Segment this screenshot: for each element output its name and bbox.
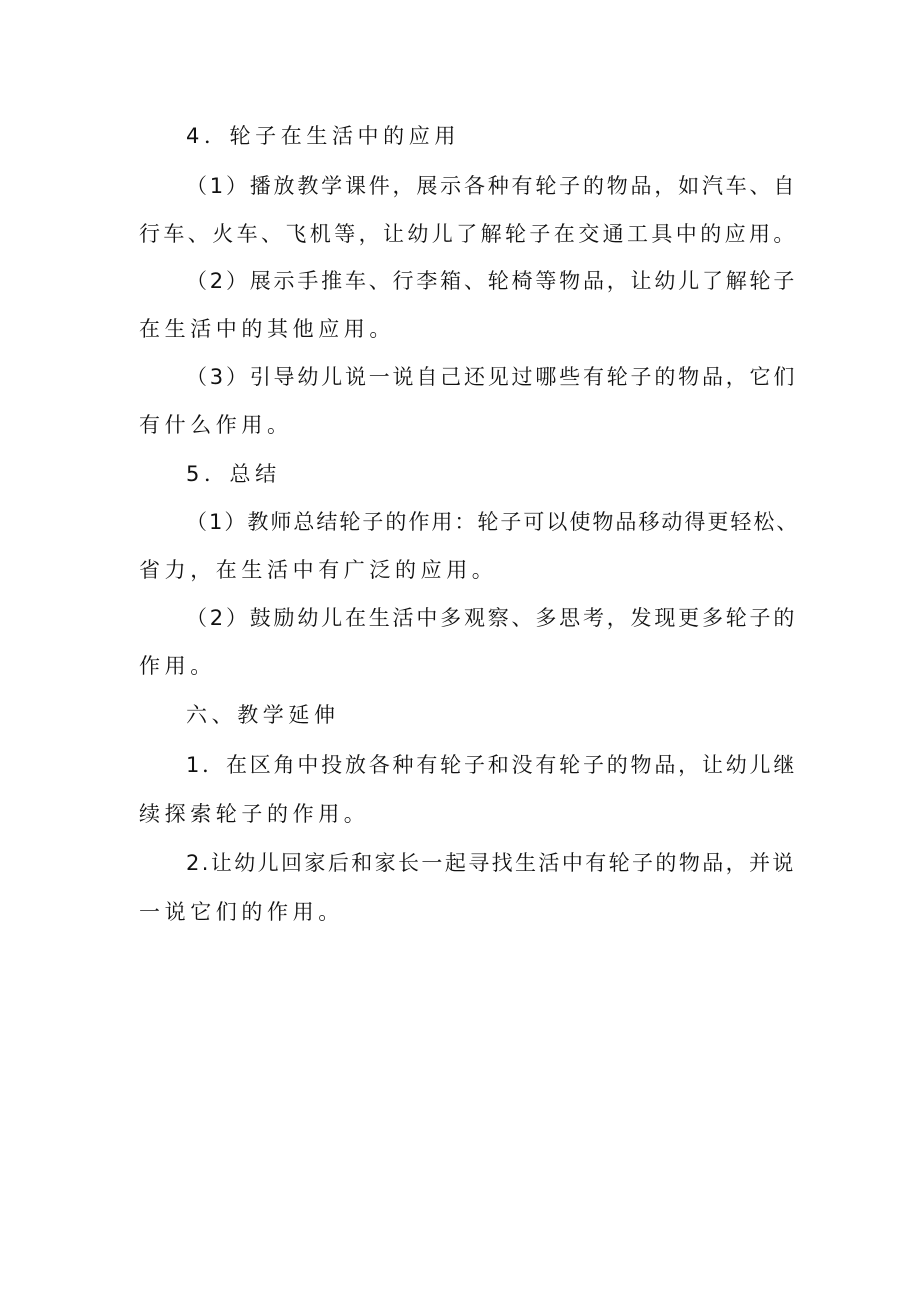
section-6-item-1-line-2: 续探索轮子的作用。 <box>139 802 370 826</box>
section-6-item-2-line-1: 2.让幼儿回家后和家长一起寻找生活中有轮子的物品，并说 <box>186 851 796 875</box>
section-4-item-3-line-1: （3）引导幼儿说一说自己还见过哪些有轮子的物品，它们 <box>186 365 798 389</box>
section-4-item-1-line-2: 行车、火车、飞机等，让幼儿了解轮子在交通工具中的应用。 <box>139 222 798 246</box>
section-6-item-2-line-2: 一说它们的作用。 <box>139 900 344 924</box>
section-6-item-1-line-1: 1．在区角中投放各种有轮子和没有轮子的物品，让幼儿继 <box>186 753 798 777</box>
section-4-item-2-line-2: 在生活中的其他应用。 <box>139 317 395 341</box>
section-4-item-3-line-2: 有什么作用。 <box>139 413 293 437</box>
section-4-heading: 4．轮子在生活中的应用 <box>186 124 460 148</box>
section-5-heading: 5．总结 <box>186 462 281 486</box>
section-5-item-2-line-2: 作用。 <box>139 654 216 678</box>
section-5-item-2-line-1: （2）鼓励幼儿在生活中多观察、多思考，发现更多轮子的 <box>186 606 798 630</box>
section-4-item-1-line-1: （1）播放教学课件，展示各种有轮子的物品，如汽车、自 <box>186 174 798 198</box>
section-6-heading: 六、教学延伸 <box>186 703 340 727</box>
section-5-item-1-line-2: 省力，在生活中有广泛的应用。 <box>139 558 498 582</box>
section-4-item-2-line-1: （2）展示手推车、行李箱、轮椅等物品，让幼儿了解轮子 <box>186 269 798 293</box>
section-5-item-1-line-1: （1）教师总结轮子的作用：轮子可以使物品移动得更轻松、 <box>186 510 800 534</box>
